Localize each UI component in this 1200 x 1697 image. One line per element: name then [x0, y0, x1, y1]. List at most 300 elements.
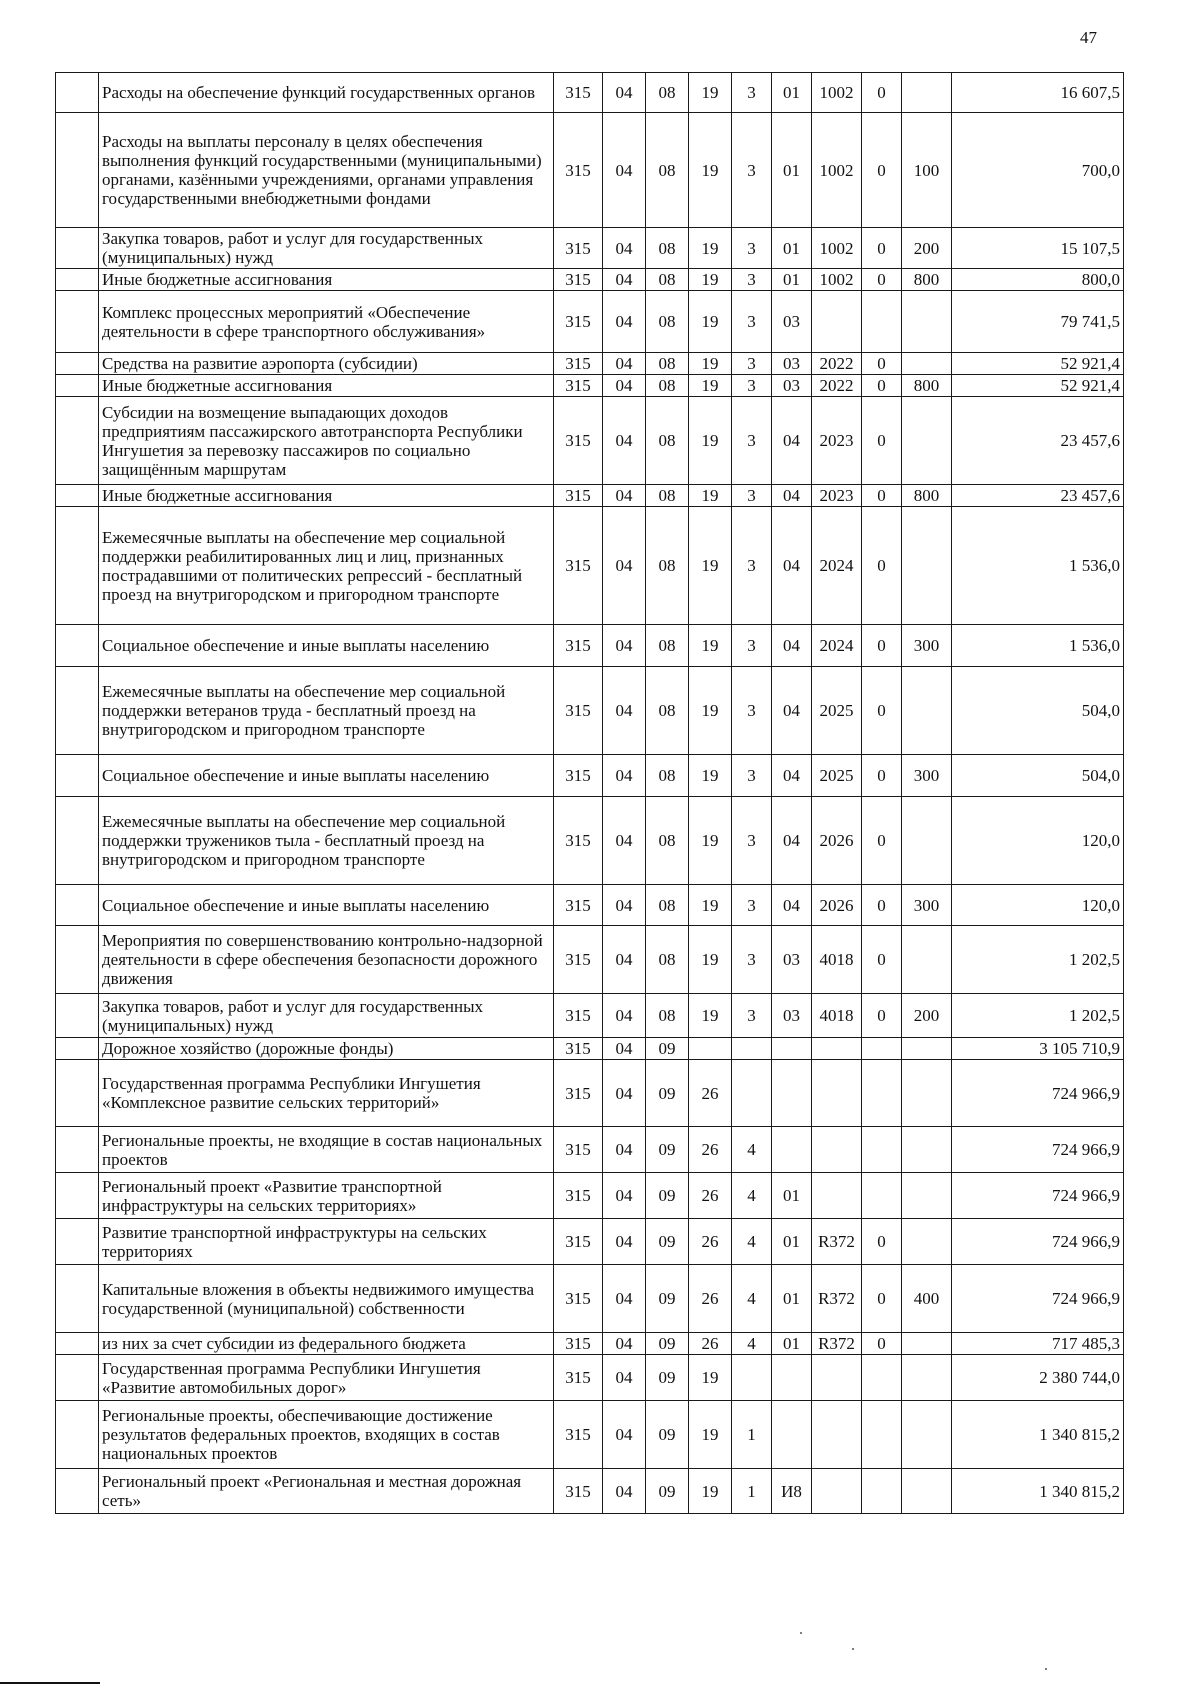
- row-expense-type-code: 100: [902, 113, 952, 228]
- row-subsection-code: 08: [646, 797, 689, 885]
- row-subsection-code: 09: [646, 1333, 689, 1355]
- row-expense-type-code: [902, 1401, 952, 1469]
- table-row: [56, 1219, 1124, 1265]
- row-group-code: 03: [772, 994, 812, 1038]
- row-blank-cell: [56, 507, 99, 625]
- row-blank-cell: [56, 397, 99, 485]
- table-row: [56, 507, 1124, 625]
- row-zero-code: [862, 1127, 902, 1173]
- row-type-code: 3: [732, 625, 772, 667]
- row-name: Ежемесячные выплаты на обеспечение мер социальной поддержки реабилитированных лиц и лиц, признанных пострадавшими от политических репрессий - бесплатный проезд на внутригородском и пригородном транспорте: [99, 507, 554, 625]
- row-blank-cell: [56, 353, 99, 375]
- row-subsection-code: 09: [646, 1401, 689, 1469]
- row-program-code: 19: [689, 291, 732, 353]
- row-name: Расходы на обеспечение функций государственных органов: [99, 73, 554, 113]
- row-expense-type-code: [902, 1038, 952, 1060]
- row-group-code: 03: [772, 353, 812, 375]
- row-subsection-code: 09: [646, 1060, 689, 1127]
- row-zero-code: [862, 1355, 902, 1401]
- row-blank-cell: [56, 1355, 99, 1401]
- row-direction-code: [812, 1060, 862, 1127]
- scan-speck: [1045, 1668, 1047, 1670]
- row-expense-type-code: [902, 73, 952, 113]
- row-expense-type-code: 300: [902, 885, 952, 926]
- row-type-code: [732, 1355, 772, 1401]
- row-expense-type-code: [902, 797, 952, 885]
- row-program-code: 26: [689, 1060, 732, 1127]
- row-type-code: 4: [732, 1127, 772, 1173]
- row-name: Ежемесячные выплаты на обеспечение мер социальной поддержки тружеников тыла - бесплатный проезд на внутригородском и пригородном транспорте: [99, 797, 554, 885]
- row-direction-code: 2023: [812, 397, 862, 485]
- row-zero-code: 0: [862, 755, 902, 797]
- row-section-code: 04: [603, 1219, 646, 1265]
- row-name: Комплекс процессных мероприятий «Обеспечение деятельности в сфере транспортного обслуживания»: [99, 291, 554, 353]
- row-name: Расходы на выплаты персоналу в целях обеспечения выполнения функций государственными (муниципальными) органами, казёнными учреждениями, органами управления государственными внебюджетными фондами: [99, 113, 554, 228]
- row-section-code: 04: [603, 353, 646, 375]
- row-amount: 724 966,9: [952, 1173, 1124, 1219]
- row-group-code: 04: [772, 797, 812, 885]
- row-section-code: 04: [603, 291, 646, 353]
- row-name: Ежемесячные выплаты на обеспечение мер социальной поддержки ветеранов труда - бесплатный проезд на внутригородском и пригородном транспорте: [99, 667, 554, 755]
- row-program-code: 19: [689, 353, 732, 375]
- table-row: [56, 1469, 1124, 1514]
- row-blank-cell: [56, 1333, 99, 1355]
- row-type-code: 3: [732, 291, 772, 353]
- row-program-code: 26: [689, 1219, 732, 1265]
- row-blank-cell: [56, 113, 99, 228]
- row-amount: 700,0: [952, 113, 1124, 228]
- table-row: [56, 755, 1124, 797]
- row-subsection-code: 08: [646, 994, 689, 1038]
- table-row: [56, 228, 1124, 269]
- row-name: Средства на развитие аэропорта (субсидии): [99, 353, 554, 375]
- row-blank-cell: [56, 926, 99, 994]
- row-zero-code: 0: [862, 797, 902, 885]
- row-program-code: 19: [689, 397, 732, 485]
- row-name: Субсидии на возмещение выпадающих доходов предприятиям пассажирского автотранспорта Республики Ингушетия за перевозку пассажиров по социально защищённым маршрутам: [99, 397, 554, 485]
- row-direction-code: 2022: [812, 353, 862, 375]
- row-name: Иные бюджетные ассигнования: [99, 269, 554, 291]
- row-ved-code: 315: [554, 1127, 603, 1173]
- row-subsection-code: 08: [646, 269, 689, 291]
- row-section-code: 04: [603, 113, 646, 228]
- row-type-code: 3: [732, 485, 772, 507]
- row-section-code: 04: [603, 1355, 646, 1401]
- row-zero-code: 0: [862, 994, 902, 1038]
- row-subsection-code: 08: [646, 228, 689, 269]
- table-row: [56, 1038, 1124, 1060]
- row-group-code: 03: [772, 926, 812, 994]
- row-type-code: 4: [732, 1219, 772, 1265]
- row-type-code: 3: [732, 885, 772, 926]
- row-direction-code: [812, 1173, 862, 1219]
- row-name: Закупка товаров, работ и услуг для государственных (муниципальных) нужд: [99, 228, 554, 269]
- row-blank-cell: [56, 1265, 99, 1333]
- row-subsection-code: 08: [646, 113, 689, 228]
- row-subsection-code: 08: [646, 625, 689, 667]
- row-section-code: 04: [603, 1060, 646, 1127]
- row-group-code: [772, 1038, 812, 1060]
- budget-table: [55, 72, 1124, 1514]
- table-row: [56, 667, 1124, 755]
- row-amount: 724 966,9: [952, 1127, 1124, 1173]
- row-blank-cell: [56, 755, 99, 797]
- table-row: [56, 1401, 1124, 1469]
- row-program-code: 19: [689, 625, 732, 667]
- row-subsection-code: 09: [646, 1355, 689, 1401]
- row-amount: 52 921,4: [952, 375, 1124, 397]
- row-zero-code: [862, 291, 902, 353]
- row-direction-code: 2023: [812, 485, 862, 507]
- row-name: Иные бюджетные ассигнования: [99, 485, 554, 507]
- row-ved-code: 315: [554, 1355, 603, 1401]
- row-expense-type-code: [902, 1173, 952, 1219]
- row-direction-code: [812, 291, 862, 353]
- row-zero-code: 0: [862, 885, 902, 926]
- row-zero-code: 0: [862, 269, 902, 291]
- row-name: Дорожное хозяйство (дорожные фонды): [99, 1038, 554, 1060]
- row-ved-code: 315: [554, 485, 603, 507]
- row-blank-cell: [56, 228, 99, 269]
- table-row: [56, 1355, 1124, 1401]
- row-section-code: 04: [603, 228, 646, 269]
- row-type-code: 4: [732, 1333, 772, 1355]
- row-expense-type-code: 800: [902, 269, 952, 291]
- table-row: [56, 375, 1124, 397]
- row-type-code: 3: [732, 507, 772, 625]
- row-name: Социальное обеспечение и иные выплаты населению: [99, 625, 554, 667]
- row-amount: 1 536,0: [952, 507, 1124, 625]
- row-ved-code: 315: [554, 625, 603, 667]
- row-amount: 120,0: [952, 797, 1124, 885]
- row-name: Иные бюджетные ассигнования: [99, 375, 554, 397]
- row-name: Социальное обеспечение и иные выплаты населению: [99, 885, 554, 926]
- table-row: [56, 797, 1124, 885]
- row-program-code: 19: [689, 755, 732, 797]
- row-section-code: 04: [603, 926, 646, 994]
- row-section-code: 04: [603, 1127, 646, 1173]
- row-subsection-code: 08: [646, 291, 689, 353]
- row-blank-cell: [56, 485, 99, 507]
- row-type-code: 3: [732, 269, 772, 291]
- row-program-code: 19: [689, 1401, 732, 1469]
- row-zero-code: [862, 1401, 902, 1469]
- row-group-code: 04: [772, 397, 812, 485]
- row-ved-code: 315: [554, 755, 603, 797]
- row-section-code: 04: [603, 485, 646, 507]
- row-section-code: 04: [603, 1265, 646, 1333]
- row-expense-type-code: [902, 507, 952, 625]
- row-expense-type-code: [902, 667, 952, 755]
- row-program-code: 19: [689, 885, 732, 926]
- row-program-code: 19: [689, 1469, 732, 1514]
- row-group-code: 01: [772, 269, 812, 291]
- row-blank-cell: [56, 797, 99, 885]
- row-blank-cell: [56, 625, 99, 667]
- row-program-code: 19: [689, 667, 732, 755]
- row-ved-code: 315: [554, 1469, 603, 1514]
- row-expense-type-code: [902, 1127, 952, 1173]
- row-type-code: 3: [732, 113, 772, 228]
- row-expense-type-code: [902, 926, 952, 994]
- row-program-code: 19: [689, 926, 732, 994]
- row-group-code: 01: [772, 1265, 812, 1333]
- row-group-code: 04: [772, 625, 812, 667]
- row-amount: 1 202,5: [952, 994, 1124, 1038]
- row-ved-code: 315: [554, 291, 603, 353]
- row-expense-type-code: [902, 1060, 952, 1127]
- row-section-code: 04: [603, 73, 646, 113]
- row-group-code: И8: [772, 1469, 812, 1514]
- row-type-code: 3: [732, 375, 772, 397]
- row-group-code: 04: [772, 485, 812, 507]
- row-direction-code: 2026: [812, 885, 862, 926]
- row-blank-cell: [56, 291, 99, 353]
- row-name: из них за счет субсидии из федерального бюджета: [99, 1333, 554, 1355]
- scan-speck: [852, 1648, 854, 1650]
- row-direction-code: 2026: [812, 797, 862, 885]
- row-program-code: [689, 1038, 732, 1060]
- row-subsection-code: 08: [646, 353, 689, 375]
- row-name: Региональные проекты, не входящие в состав национальных проектов: [99, 1127, 554, 1173]
- row-expense-type-code: 300: [902, 755, 952, 797]
- row-direction-code: 1002: [812, 113, 862, 228]
- row-ved-code: 315: [554, 1173, 603, 1219]
- row-type-code: 1: [732, 1469, 772, 1514]
- row-ved-code: 315: [554, 507, 603, 625]
- row-amount: 1 536,0: [952, 625, 1124, 667]
- row-group-code: 04: [772, 507, 812, 625]
- row-zero-code: 0: [862, 397, 902, 485]
- row-name: Государственная программа Республики Ингушетия «Развитие автомобильных дорог»: [99, 1355, 554, 1401]
- row-group-code: [772, 1060, 812, 1127]
- row-amount: 52 921,4: [952, 353, 1124, 375]
- row-direction-code: [812, 1469, 862, 1514]
- row-section-code: 04: [603, 755, 646, 797]
- row-blank-cell: [56, 1060, 99, 1127]
- row-amount: 23 457,6: [952, 397, 1124, 485]
- table-row: [56, 269, 1124, 291]
- row-direction-code: [812, 1355, 862, 1401]
- row-ved-code: 315: [554, 1333, 603, 1355]
- row-expense-type-code: 800: [902, 485, 952, 507]
- row-amount: 724 966,9: [952, 1265, 1124, 1333]
- row-zero-code: 0: [862, 1219, 902, 1265]
- row-group-code: [772, 1355, 812, 1401]
- row-program-code: 26: [689, 1127, 732, 1173]
- row-ved-code: 315: [554, 73, 603, 113]
- row-amount: 800,0: [952, 269, 1124, 291]
- row-zero-code: [862, 1038, 902, 1060]
- row-amount: 504,0: [952, 755, 1124, 797]
- row-section-code: 04: [603, 1333, 646, 1355]
- row-group-code: 01: [772, 1219, 812, 1265]
- row-group-code: 01: [772, 1173, 812, 1219]
- row-ved-code: 315: [554, 667, 603, 755]
- row-ved-code: 315: [554, 269, 603, 291]
- row-program-code: 19: [689, 228, 732, 269]
- row-type-code: 3: [732, 926, 772, 994]
- row-section-code: 04: [603, 797, 646, 885]
- row-amount: 79 741,5: [952, 291, 1124, 353]
- row-blank-cell: [56, 1401, 99, 1469]
- row-direction-code: 2025: [812, 755, 862, 797]
- row-type-code: 4: [732, 1173, 772, 1219]
- row-ved-code: 315: [554, 353, 603, 375]
- row-subsection-code: 08: [646, 667, 689, 755]
- row-subsection-code: 08: [646, 926, 689, 994]
- row-program-code: 19: [689, 994, 732, 1038]
- row-subsection-code: 08: [646, 73, 689, 113]
- row-subsection-code: 09: [646, 1038, 689, 1060]
- row-subsection-code: 08: [646, 755, 689, 797]
- row-subsection-code: 08: [646, 485, 689, 507]
- row-zero-code: 0: [862, 73, 902, 113]
- row-name: Региональные проекты, обеспечивающие достижение результатов федеральных проектов, входящих в состав национальных проектов: [99, 1401, 554, 1469]
- row-group-code: 01: [772, 1333, 812, 1355]
- row-program-code: 26: [689, 1173, 732, 1219]
- row-blank-cell: [56, 1219, 99, 1265]
- table-row: [56, 1333, 1124, 1355]
- row-amount: 23 457,6: [952, 485, 1124, 507]
- row-amount: 16 607,5: [952, 73, 1124, 113]
- table-row: [56, 625, 1124, 667]
- scan-speck: [800, 1632, 802, 1634]
- row-amount: 120,0: [952, 885, 1124, 926]
- row-zero-code: 0: [862, 625, 902, 667]
- row-amount: 1 340 815,2: [952, 1469, 1124, 1514]
- table-row: [56, 1127, 1124, 1173]
- row-expense-type-code: 200: [902, 228, 952, 269]
- row-direction-code: [812, 1401, 862, 1469]
- row-group-code: 01: [772, 228, 812, 269]
- row-subsection-code: 09: [646, 1219, 689, 1265]
- row-expense-type-code: [902, 1219, 952, 1265]
- row-amount: 504,0: [952, 667, 1124, 755]
- row-direction-code: 1002: [812, 228, 862, 269]
- row-program-code: 19: [689, 485, 732, 507]
- row-expense-type-code: [902, 1469, 952, 1514]
- row-subsection-code: 08: [646, 397, 689, 485]
- row-section-code: 04: [603, 507, 646, 625]
- row-group-code: [772, 1127, 812, 1173]
- row-direction-code: R372: [812, 1219, 862, 1265]
- row-blank-cell: [56, 73, 99, 113]
- row-amount: 724 966,9: [952, 1219, 1124, 1265]
- table-row: [56, 73, 1124, 113]
- row-amount: 2 380 744,0: [952, 1355, 1124, 1401]
- row-expense-type-code: 200: [902, 994, 952, 1038]
- table-row: [56, 353, 1124, 375]
- row-ved-code: 315: [554, 1401, 603, 1469]
- row-direction-code: R372: [812, 1265, 862, 1333]
- row-amount: 3 105 710,9: [952, 1038, 1124, 1060]
- row-expense-type-code: [902, 1333, 952, 1355]
- row-type-code: 3: [732, 73, 772, 113]
- row-zero-code: [862, 1173, 902, 1219]
- row-name: Закупка товаров, работ и услуг для государственных (муниципальных) нужд: [99, 994, 554, 1038]
- row-zero-code: [862, 1469, 902, 1514]
- table-row: [56, 1265, 1124, 1333]
- row-section-code: 04: [603, 1038, 646, 1060]
- row-ved-code: 315: [554, 397, 603, 485]
- row-ved-code: 315: [554, 994, 603, 1038]
- row-expense-type-code: [902, 1355, 952, 1401]
- page-number: 47: [1080, 28, 1097, 47]
- row-blank-cell: [56, 994, 99, 1038]
- row-ved-code: 315: [554, 1038, 603, 1060]
- row-direction-code: 1002: [812, 73, 862, 113]
- row-direction-code: R372: [812, 1333, 862, 1355]
- row-type-code: 3: [732, 353, 772, 375]
- row-expense-type-code: [902, 291, 952, 353]
- row-section-code: 04: [603, 667, 646, 755]
- row-section-code: 04: [603, 1173, 646, 1219]
- row-type-code: 3: [732, 994, 772, 1038]
- table-row: [56, 113, 1124, 228]
- row-direction-code: 2024: [812, 625, 862, 667]
- row-direction-code: 2024: [812, 507, 862, 625]
- row-expense-type-code: 300: [902, 625, 952, 667]
- row-subsection-code: 09: [646, 1173, 689, 1219]
- row-type-code: 3: [732, 228, 772, 269]
- row-ved-code: 315: [554, 1219, 603, 1265]
- row-group-code: 01: [772, 73, 812, 113]
- row-name: Мероприятия по совершенствованию контрольно-надзорной деятельности в сфере обеспечения безопасности дорожного движения: [99, 926, 554, 994]
- row-name: Региональный проект «Региональная и местная дорожная сеть»: [99, 1469, 554, 1514]
- row-ved-code: 315: [554, 885, 603, 926]
- table-row: [56, 291, 1124, 353]
- row-name: Государственная программа Республики Ингушетия «Комплексное развитие сельских территорий»: [99, 1060, 554, 1127]
- row-group-code: 04: [772, 667, 812, 755]
- row-type-code: 3: [732, 667, 772, 755]
- row-amount: 717 485,3: [952, 1333, 1124, 1355]
- row-direction-code: 4018: [812, 926, 862, 994]
- row-program-code: 19: [689, 375, 732, 397]
- row-blank-cell: [56, 1173, 99, 1219]
- row-direction-code: 2025: [812, 667, 862, 755]
- row-name: Региональный проект «Развитие транспортной инфраструктуры на сельских территориях»: [99, 1173, 554, 1219]
- row-name: Развитие транспортной инфраструктуры на сельских территориях: [99, 1219, 554, 1265]
- row-program-code: 19: [689, 1355, 732, 1401]
- row-program-code: 26: [689, 1265, 732, 1333]
- table-row: [56, 1060, 1124, 1127]
- row-blank-cell: [56, 885, 99, 926]
- row-subsection-code: 09: [646, 1127, 689, 1173]
- row-group-code: 03: [772, 375, 812, 397]
- row-zero-code: 0: [862, 228, 902, 269]
- row-section-code: 04: [603, 1401, 646, 1469]
- row-subsection-code: 09: [646, 1265, 689, 1333]
- row-zero-code: [862, 1060, 902, 1127]
- row-program-code: 19: [689, 269, 732, 291]
- row-zero-code: 0: [862, 1265, 902, 1333]
- row-type-code: 1: [732, 1401, 772, 1469]
- table-row: [56, 485, 1124, 507]
- row-program-code: 19: [689, 797, 732, 885]
- row-blank-cell: [56, 1469, 99, 1514]
- row-subsection-code: 08: [646, 885, 689, 926]
- row-type-code: 3: [732, 797, 772, 885]
- row-group-code: 01: [772, 113, 812, 228]
- table-row: [56, 1173, 1124, 1219]
- row-blank-cell: [56, 375, 99, 397]
- row-program-code: 19: [689, 113, 732, 228]
- row-subsection-code: 09: [646, 1469, 689, 1514]
- row-group-code: [772, 1401, 812, 1469]
- row-type-code: 3: [732, 397, 772, 485]
- row-ved-code: 315: [554, 797, 603, 885]
